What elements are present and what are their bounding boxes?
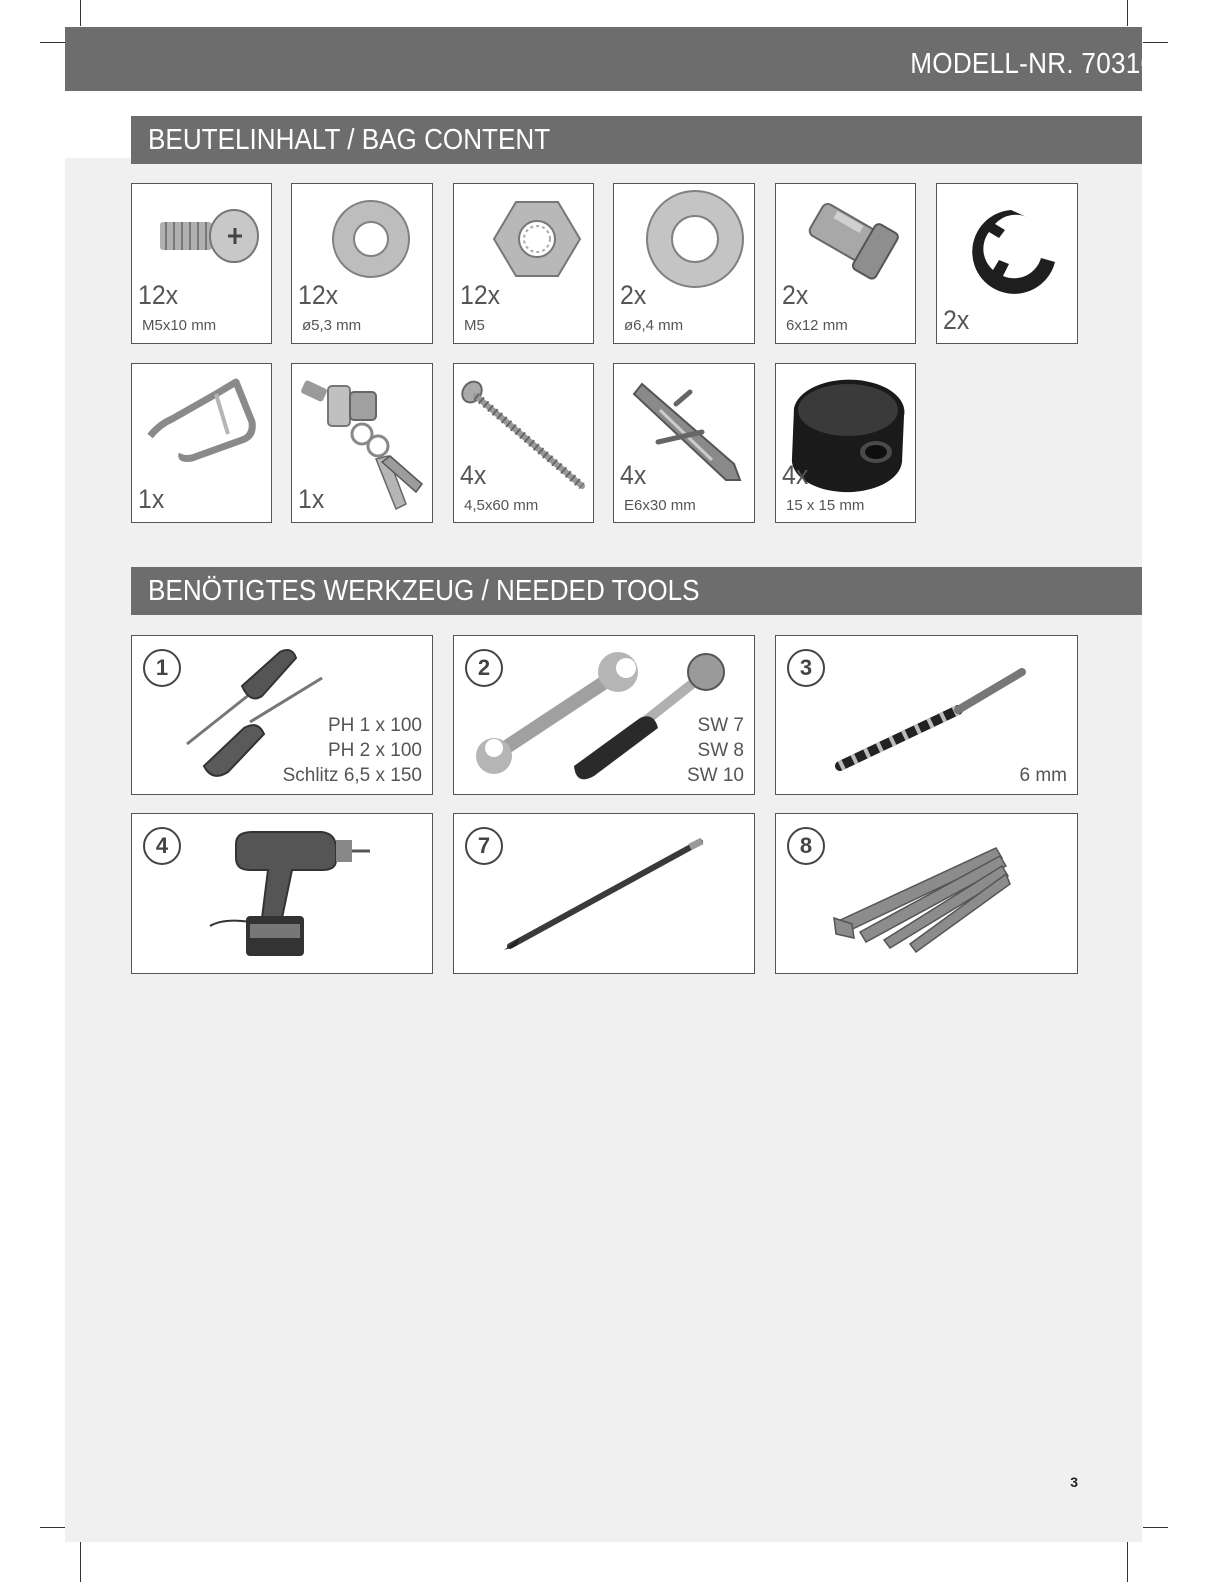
crop-mark <box>1143 42 1168 43</box>
bag-item <box>131 363 272 523</box>
crop-mark <box>40 1527 65 1528</box>
item-spec: 4,5x60 mm <box>464 497 539 514</box>
bag-item <box>131 183 272 344</box>
item-spec: ø5,3 mm <box>302 317 362 334</box>
tool-number-badge: 1 <box>143 649 181 687</box>
item-quantity: 1x <box>138 484 165 514</box>
crop-mark <box>1127 0 1128 26</box>
item-spec: E6x30 mm <box>624 497 696 514</box>
bag-item <box>291 363 433 523</box>
bag-item <box>453 183 594 344</box>
bag-item <box>291 183 433 344</box>
tool-item <box>453 635 755 795</box>
crop-mark <box>1143 1527 1168 1528</box>
section-needed-tools <box>131 567 1142 615</box>
bag-item <box>613 183 755 344</box>
tool-spec-line: PH 1 x 100 <box>328 715 422 736</box>
tool-number-badge: 8 <box>787 827 825 865</box>
crop-mark <box>40 42 65 43</box>
tool-number-badge: 7 <box>465 827 503 865</box>
tool-spec-line: 6 mm <box>1019 765 1067 786</box>
bag-item <box>936 183 1078 344</box>
item-spec: 6x12 mm <box>786 317 848 334</box>
crop-mark <box>80 1542 81 1582</box>
tool-item <box>453 813 755 974</box>
item-quantity: 2x <box>782 280 809 310</box>
item-spec: 15 x 15 mm <box>786 497 865 514</box>
tool-spec <box>687 713 744 788</box>
page-number: 3 <box>1070 1474 1078 1490</box>
item-quantity: 12x <box>298 280 339 310</box>
bag-item <box>613 363 755 523</box>
item-quantity: 2x <box>620 280 647 310</box>
item-quantity: 4x <box>782 460 809 490</box>
tool-item <box>775 635 1078 795</box>
tool-spec <box>1020 763 1068 788</box>
tool-number-badge: 3 <box>787 649 825 687</box>
item-spec: M5 <box>464 317 485 334</box>
bag-item <box>775 183 916 344</box>
tool-number-badge: 2 <box>465 649 503 687</box>
section-title-tools: BENÖTIGTES WERKZEUG / NEEDED TOOLS <box>148 575 700 607</box>
tool-item <box>775 813 1078 974</box>
section-title-bag: BEUTELINHALT / BAG CONTENT <box>148 124 551 156</box>
item-quantity: 4x <box>460 460 487 490</box>
section-bag-content <box>131 116 1142 164</box>
tool-spec-line: SW 8 <box>697 740 744 761</box>
item-quantity: 2x <box>943 305 970 335</box>
tool-spec-line: PH 2 x 100 <box>328 740 422 761</box>
item-quantity: 12x <box>460 280 501 310</box>
tool-number-badge: 4 <box>143 827 181 865</box>
model-number: MODELL-NR. 70310 <box>909 48 1155 80</box>
tool-spec-line: SW 7 <box>697 715 744 736</box>
bag-item <box>775 363 916 523</box>
crop-mark <box>80 0 81 26</box>
crop-mark <box>1127 1542 1128 1582</box>
item-spec: M5x10 mm <box>142 317 217 334</box>
item-quantity: 1x <box>298 484 325 514</box>
item-spec: ø6,4 mm <box>624 317 684 334</box>
item-quantity: 4x <box>620 460 647 490</box>
tool-item <box>131 813 433 974</box>
bag-item <box>453 363 594 523</box>
tool-item <box>131 635 433 795</box>
tool-spec-line: Schlitz 6,5 x 150 <box>282 765 422 786</box>
tool-spec <box>283 713 422 788</box>
item-quantity: 12x <box>138 280 179 310</box>
tool-spec-line: SW 10 <box>686 765 744 786</box>
